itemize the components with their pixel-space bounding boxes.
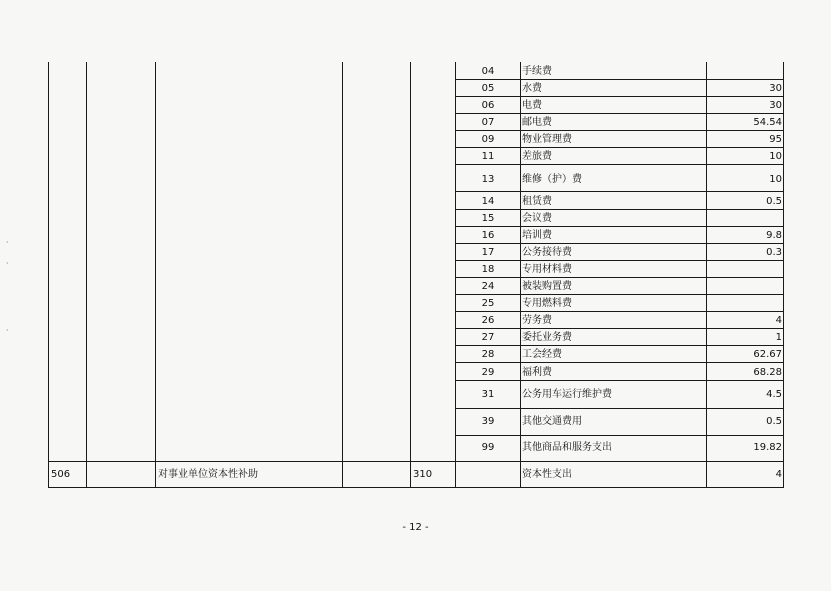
row-name: 福利费 — [522, 367, 552, 378]
row-name: 工会经费 — [522, 349, 562, 360]
table-vline — [783, 62, 784, 488]
row-amount: 30 — [769, 83, 782, 94]
table-vline — [455, 62, 456, 488]
table-hline — [455, 147, 784, 148]
table-hline — [455, 277, 784, 278]
row-amount: 62.67 — [753, 349, 782, 360]
row-name: 邮电费 — [522, 117, 552, 128]
table-vline — [342, 62, 343, 488]
scan-mark: · — [6, 326, 9, 335]
row-code: 29 — [481, 367, 495, 378]
row-amount: 54.54 — [753, 117, 782, 128]
row-name: 公务接待费 — [522, 247, 572, 258]
row-name: 会议费 — [522, 213, 552, 224]
row-code: 25 — [481, 298, 495, 309]
row-amount: 10 — [769, 174, 782, 185]
row-name: 培训费 — [522, 230, 552, 241]
row-name: 专用燃料费 — [522, 298, 572, 309]
row-amount: 68.28 — [753, 367, 782, 378]
row-name: 劳务费 — [522, 315, 552, 326]
bottom-name-1: 对事业单位资本性补助 — [158, 469, 258, 480]
table-hline — [455, 79, 784, 80]
page-number: - 12 - — [402, 522, 429, 533]
row-code: 09 — [481, 134, 495, 145]
table-hline — [48, 487, 784, 488]
row-name: 物业管理费 — [522, 134, 572, 145]
table-hline — [455, 408, 784, 409]
bottom-amount: 4 — [775, 469, 782, 480]
row-amount: 95 — [769, 134, 782, 145]
row-name: 其他交通费用 — [522, 416, 582, 427]
row-name: 电费 — [522, 100, 542, 111]
row-code: 11 — [481, 151, 495, 162]
row-code: 13 — [481, 174, 495, 185]
row-amount: 19.82 — [753, 442, 782, 453]
scan-mark: · — [6, 259, 9, 268]
table-hline — [455, 294, 784, 295]
table-hline — [455, 96, 784, 97]
row-code: 27 — [481, 332, 495, 343]
row-name: 公务用车运行维护费 — [522, 389, 612, 400]
row-amount: 4 — [775, 315, 782, 326]
row-name: 其他商品和服务支出 — [522, 442, 612, 453]
row-amount: 0.3 — [766, 247, 782, 258]
table-hline — [455, 164, 784, 165]
row-code: 24 — [481, 281, 495, 292]
table-hline — [455, 243, 784, 244]
row-name: 被装购置费 — [522, 281, 572, 292]
table-hline — [455, 362, 784, 363]
row-code: 16 — [481, 230, 495, 241]
row-code: 26 — [481, 315, 495, 326]
row-code: 99 — [481, 442, 495, 453]
row-amount: 10 — [769, 151, 782, 162]
row-amount: 30 — [769, 100, 782, 111]
bottom-code-1: 506 — [51, 469, 71, 480]
row-code: 39 — [481, 416, 495, 427]
bottom-code-2: 310 — [413, 469, 433, 480]
row-name: 水费 — [522, 83, 542, 94]
row-code: 28 — [481, 349, 495, 360]
table-hline — [455, 345, 784, 346]
table-hline — [455, 311, 784, 312]
row-name: 委托业务费 — [522, 332, 572, 343]
row-name: 维修（护）费 — [522, 174, 582, 185]
table-vline — [706, 62, 707, 488]
table-hline — [455, 328, 784, 329]
row-code: 04 — [481, 66, 495, 77]
row-amount: 1 — [775, 332, 782, 343]
table-vline — [155, 62, 156, 488]
row-amount: 4.5 — [766, 389, 782, 400]
row-amount: 9.8 — [766, 230, 782, 241]
row-code: 15 — [481, 213, 495, 224]
row-amount: 0.5 — [766, 196, 782, 207]
table-hline — [455, 226, 784, 227]
row-code: 14 — [481, 196, 495, 207]
row-name: 专用材料费 — [522, 264, 572, 275]
table-hline — [455, 380, 784, 381]
row-code: 05 — [481, 83, 495, 94]
row-code: 17 — [481, 247, 495, 258]
table-hline — [455, 209, 784, 210]
row-amount: 0.5 — [766, 416, 782, 427]
table-vline — [410, 62, 411, 488]
table-hline — [455, 435, 784, 436]
row-code: 18 — [481, 264, 495, 275]
table-vline — [520, 62, 521, 488]
bottom-name-2: 资本性支出 — [522, 469, 572, 480]
row-name: 差旅费 — [522, 151, 552, 162]
table-hline — [455, 130, 784, 131]
table-hline — [455, 113, 784, 114]
table-vline — [86, 62, 87, 488]
table-vline — [48, 62, 49, 488]
row-code: 07 — [481, 117, 495, 128]
row-name: 租赁费 — [522, 196, 552, 207]
row-code: 06 — [481, 100, 495, 111]
scan-mark: · — [6, 238, 9, 247]
row-code: 31 — [481, 389, 495, 400]
table-hline — [455, 260, 784, 261]
table-hline — [48, 461, 784, 462]
row-name: 手续费 — [522, 66, 552, 77]
table-hline — [455, 191, 784, 192]
